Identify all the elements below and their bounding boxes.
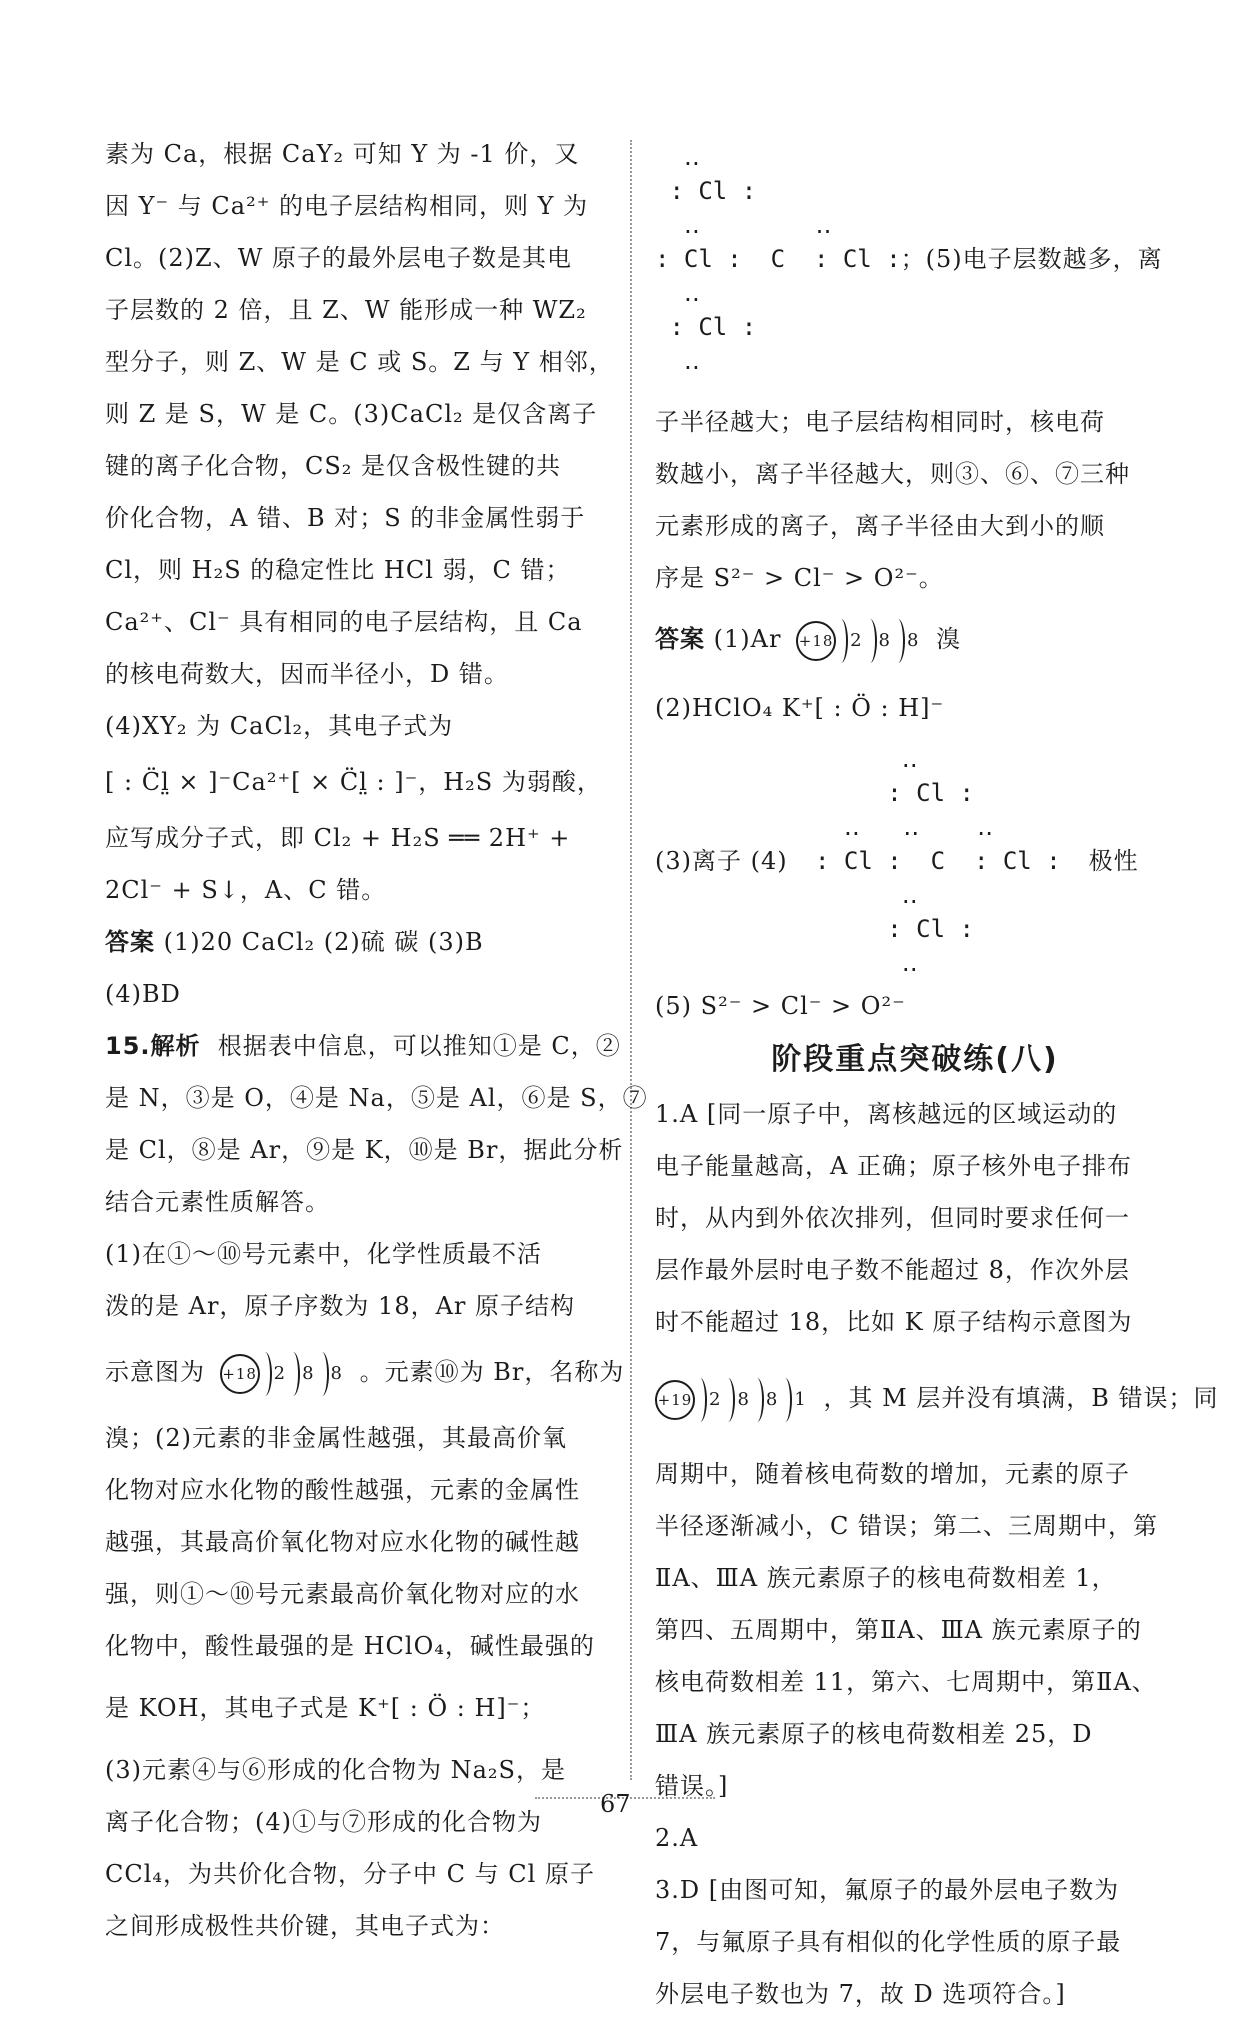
shell-count: 8: [737, 1388, 750, 1410]
shell-arc: [750, 1378, 764, 1422]
k-nucleus: +19: [655, 1380, 695, 1420]
ar-nucleus: +18: [796, 621, 836, 661]
diagram-post: 。元素⑩为 Br，名称为: [359, 1358, 625, 1386]
answer-polarity: 极性: [1088, 847, 1139, 875]
shell-arc: [778, 1378, 792, 1422]
shell-count: 8: [907, 629, 920, 651]
text-line: 电子能量越高，A 正确；原子核外电子排布: [655, 1152, 1132, 1180]
answer-14-line2: (4)BD: [105, 980, 181, 1008]
right-column: [655, 140, 1219, 2020]
section-title: 阶段重点突破练(八): [771, 1042, 1059, 1077]
text-line: 结合元素性质解答。: [105, 1188, 330, 1216]
text-line: 化物对应水化物的酸性越强，元素的金属性: [105, 1476, 580, 1504]
answer-1-line: [655, 604, 1175, 674]
text-line: 错误。]: [655, 1772, 729, 1800]
text-line: 化物中，酸性最强的是 HClO₄，碱性最强的: [105, 1632, 595, 1660]
text-line: 数越小，离子半径越大，则③、⑥、⑦三种: [655, 460, 1130, 488]
text-line: 是 Cl，⑧是 Ar，⑨是 K，⑩是 Br，据此分析: [105, 1136, 624, 1164]
answer-1-post: 溴: [936, 625, 962, 653]
text-line: 溴；(2)元素的非金属性越强，其最高价氧: [105, 1424, 567, 1452]
shell-count: 2: [850, 629, 863, 651]
text-line: Cl，则 H₂S 的稳定性比 HCl 弱，C 错；: [105, 556, 571, 584]
answer-3-label: (3)离子 (4): [655, 847, 788, 875]
answer-2-line: (2)HClO₄ K⁺[ : Ö : H]⁻: [655, 694, 945, 722]
text-line: 第四、五周期中，第ⅡA、ⅢA 族元素原子的: [655, 1616, 1142, 1644]
text-line: 子半径越大；电子层结构相同时，核电荷: [655, 408, 1105, 436]
text-line: (4)XY₂ 为 CaCl₂，其电子式为: [105, 712, 454, 740]
text-line: 型分子，则 Z、W 是 C 或 S。Z 与 Y 相邻，: [105, 348, 614, 376]
text-line: 2Cl⁻ + S↓，A、C 错。: [105, 876, 387, 904]
text-line: 时不能超过 18，比如 K 原子结构示意图为: [655, 1308, 1133, 1336]
text-line: 核电荷数相差 11，第六、七周期中，第ⅡA、: [655, 1668, 1157, 1696]
diagram-pre: 示意图为: [105, 1358, 205, 1386]
shell-arc: [693, 1378, 707, 1422]
text-line: 外层电子数也为 7，故 D 选项符合。]: [655, 1980, 1066, 2008]
text-line: (3)元素④与⑥形成的化合物为 Na₂S，是: [105, 1756, 566, 1784]
answer-text: (1)20 CaCl₂ (2)硫 碳 (3)B: [155, 928, 484, 956]
text-line: 离子化合物；(4)①与⑦形成的化合物为: [105, 1808, 542, 1836]
answer-label: 答案: [655, 625, 705, 653]
text-line: 7，与氟原子具有相似的化学性质的原子最: [655, 1928, 1122, 1956]
text-line: 1.A [同一原子中，离核越远的区域运动的: [655, 1100, 1118, 1128]
text-line: 序是 S²⁻ > Cl⁻ > O²⁻。: [655, 564, 944, 592]
shell-count: 2: [709, 1388, 722, 1410]
text-line: ⅢA 族元素原子的核电荷数相差 25，D: [655, 1720, 1093, 1748]
page-number: 67: [600, 1790, 631, 1818]
text-line: 时，从内到外依次排列，但同时要求任何一: [655, 1204, 1130, 1232]
text-line: 泼的是 Ar，原子序数为 18，Ar 原子结构: [105, 1292, 576, 1320]
text-line: 层作最外层时电子数不能超过 8，作次外层: [655, 1256, 1130, 1284]
column-divider: [630, 140, 632, 1780]
text-line: 元素形成的离子，离子半径由大到小的顺: [655, 512, 1105, 540]
ar-atom-diagram: [796, 606, 921, 676]
text-line: Ca²⁺、Cl⁻ 具有相同的电子层结构，且 Ca: [105, 608, 583, 636]
text-line: 半径逐渐减小，C 错误；第二、三周期中，第: [655, 1512, 1158, 1540]
ccl4-electron-formula-bottom: ‥ : Cl : ‥: [669, 279, 757, 375]
answer-14-line: [105, 916, 605, 968]
text-line: 之间形成极性共价键，其电子式为：: [105, 1912, 505, 1940]
text-line: CCl₄，为共价化合物，分子中 C 与 Cl 原子: [105, 1860, 595, 1888]
koh-electron-formula: 是 KOH，其电子式是 K⁺[ : Ö : H]⁻；: [105, 1694, 546, 1722]
shell-arc: [721, 1378, 735, 1422]
text-line: Cl。(2)Z、W 原子的最外层电子数是其电: [105, 244, 573, 272]
ccl4-structure-block: [655, 140, 1175, 276]
shell-count: 8: [302, 1362, 315, 1384]
ccl4-tail-text: ；(5)电子层数越多，离: [900, 245, 1163, 273]
text-line: 强，则①～⑩号元素最高价氧化物对应的水: [105, 1580, 580, 1608]
text-line: (1)在①～⑩号元素中，化学性质最不活: [105, 1240, 542, 1268]
shell-arc: [834, 619, 848, 663]
text-line: 的核电荷数大，因而半径小，D 错。: [105, 660, 509, 688]
text-line: 则 Z 是 S，W 是 C。(3)CaCl₂ 是仅含离子: [105, 400, 598, 428]
shell-count: 8: [330, 1362, 343, 1384]
shell-count: 8: [765, 1388, 779, 1410]
shell-arc: [863, 619, 877, 663]
text-line: 3.D [由图可知，氟原子的最外层电子数为: [655, 1876, 1120, 1904]
shell-arc: [315, 1352, 329, 1396]
answer-5-line: (5) S²⁻ > Cl⁻ > O²⁻: [655, 992, 906, 1020]
text-line: 应写成分子式，即 Cl₂ + H₂S ══ 2H⁺ +: [105, 824, 571, 852]
text-line: 越强，其最高价氧化物对应水化物的碱性越: [105, 1528, 580, 1556]
shell-arc: [891, 619, 905, 663]
text-line: 因 Y⁻ 与 Ca²⁺ 的电子层结构相同，则 Y 为: [105, 192, 589, 220]
k-atom-diagram: [655, 1350, 809, 1450]
answer-1-pre: (1)Ar: [713, 625, 782, 653]
ar-diagram-line: [105, 1332, 625, 1412]
text-line: 价化合物，A 错、B 对；S 的非金属性弱于: [105, 504, 586, 532]
cacl2-electron-formula: [ : C̈l̤ × ]⁻Ca²⁺[ × C̈l̤ : ]⁻，H₂S 为弱酸，: [105, 768, 602, 796]
shell-arc: [258, 1352, 272, 1396]
text-line: 子层数的 2 倍，且 Z、W 能形成一种 WZ₂: [105, 296, 587, 324]
text-line: ⅡA、ⅢA 族元素原子的核电荷数相差 1，: [655, 1564, 1117, 1592]
answer-label: 答案: [105, 928, 155, 956]
text-line: 周期中，随着核电荷数的增加，元素的原子: [655, 1460, 1130, 1488]
answer-3-4-block: [655, 742, 1175, 980]
ccl4-electron-formula-top: ‥ : Cl : ‥ ‥ : Cl : C : Cl :: [655, 143, 901, 273]
text-line: 键的离子化合物，CS₂ 是仅含极性键的共: [105, 452, 562, 480]
k-diagram-line: [655, 1348, 1219, 1448]
answer-ccl4-electron-formula: ‥ : Cl : ‥ ‥ ‥ : Cl : C : Cl : ‥ : Cl : ‥: [815, 745, 1061, 977]
k-post: ，其 M 层并没有填满，B 错误；同: [823, 1384, 1219, 1412]
text-line: 是 N，③是 O，④是 Na，⑤是 Al，⑥是 S，⑦: [105, 1084, 648, 1112]
q15-label: 15.解析: [105, 1032, 201, 1060]
ar-atom-diagram: [220, 1334, 345, 1414]
ar-nucleus: +18: [220, 1354, 260, 1394]
shell-arc: [286, 1352, 300, 1396]
q15-text: 根据表中信息，可以推知①是 C，②: [217, 1032, 621, 1060]
q15-first-line: [105, 1020, 621, 1072]
q2-answer: 2.A: [655, 1824, 699, 1852]
shell-count: 8: [878, 629, 891, 651]
shell-count: 1: [794, 1388, 807, 1410]
shell-count: 2: [273, 1362, 287, 1384]
text-line: 素为 Ca，根据 CaY₂ 可知 Y 为 -1 价，又: [105, 140, 580, 168]
spacer: [655, 378, 1175, 396]
